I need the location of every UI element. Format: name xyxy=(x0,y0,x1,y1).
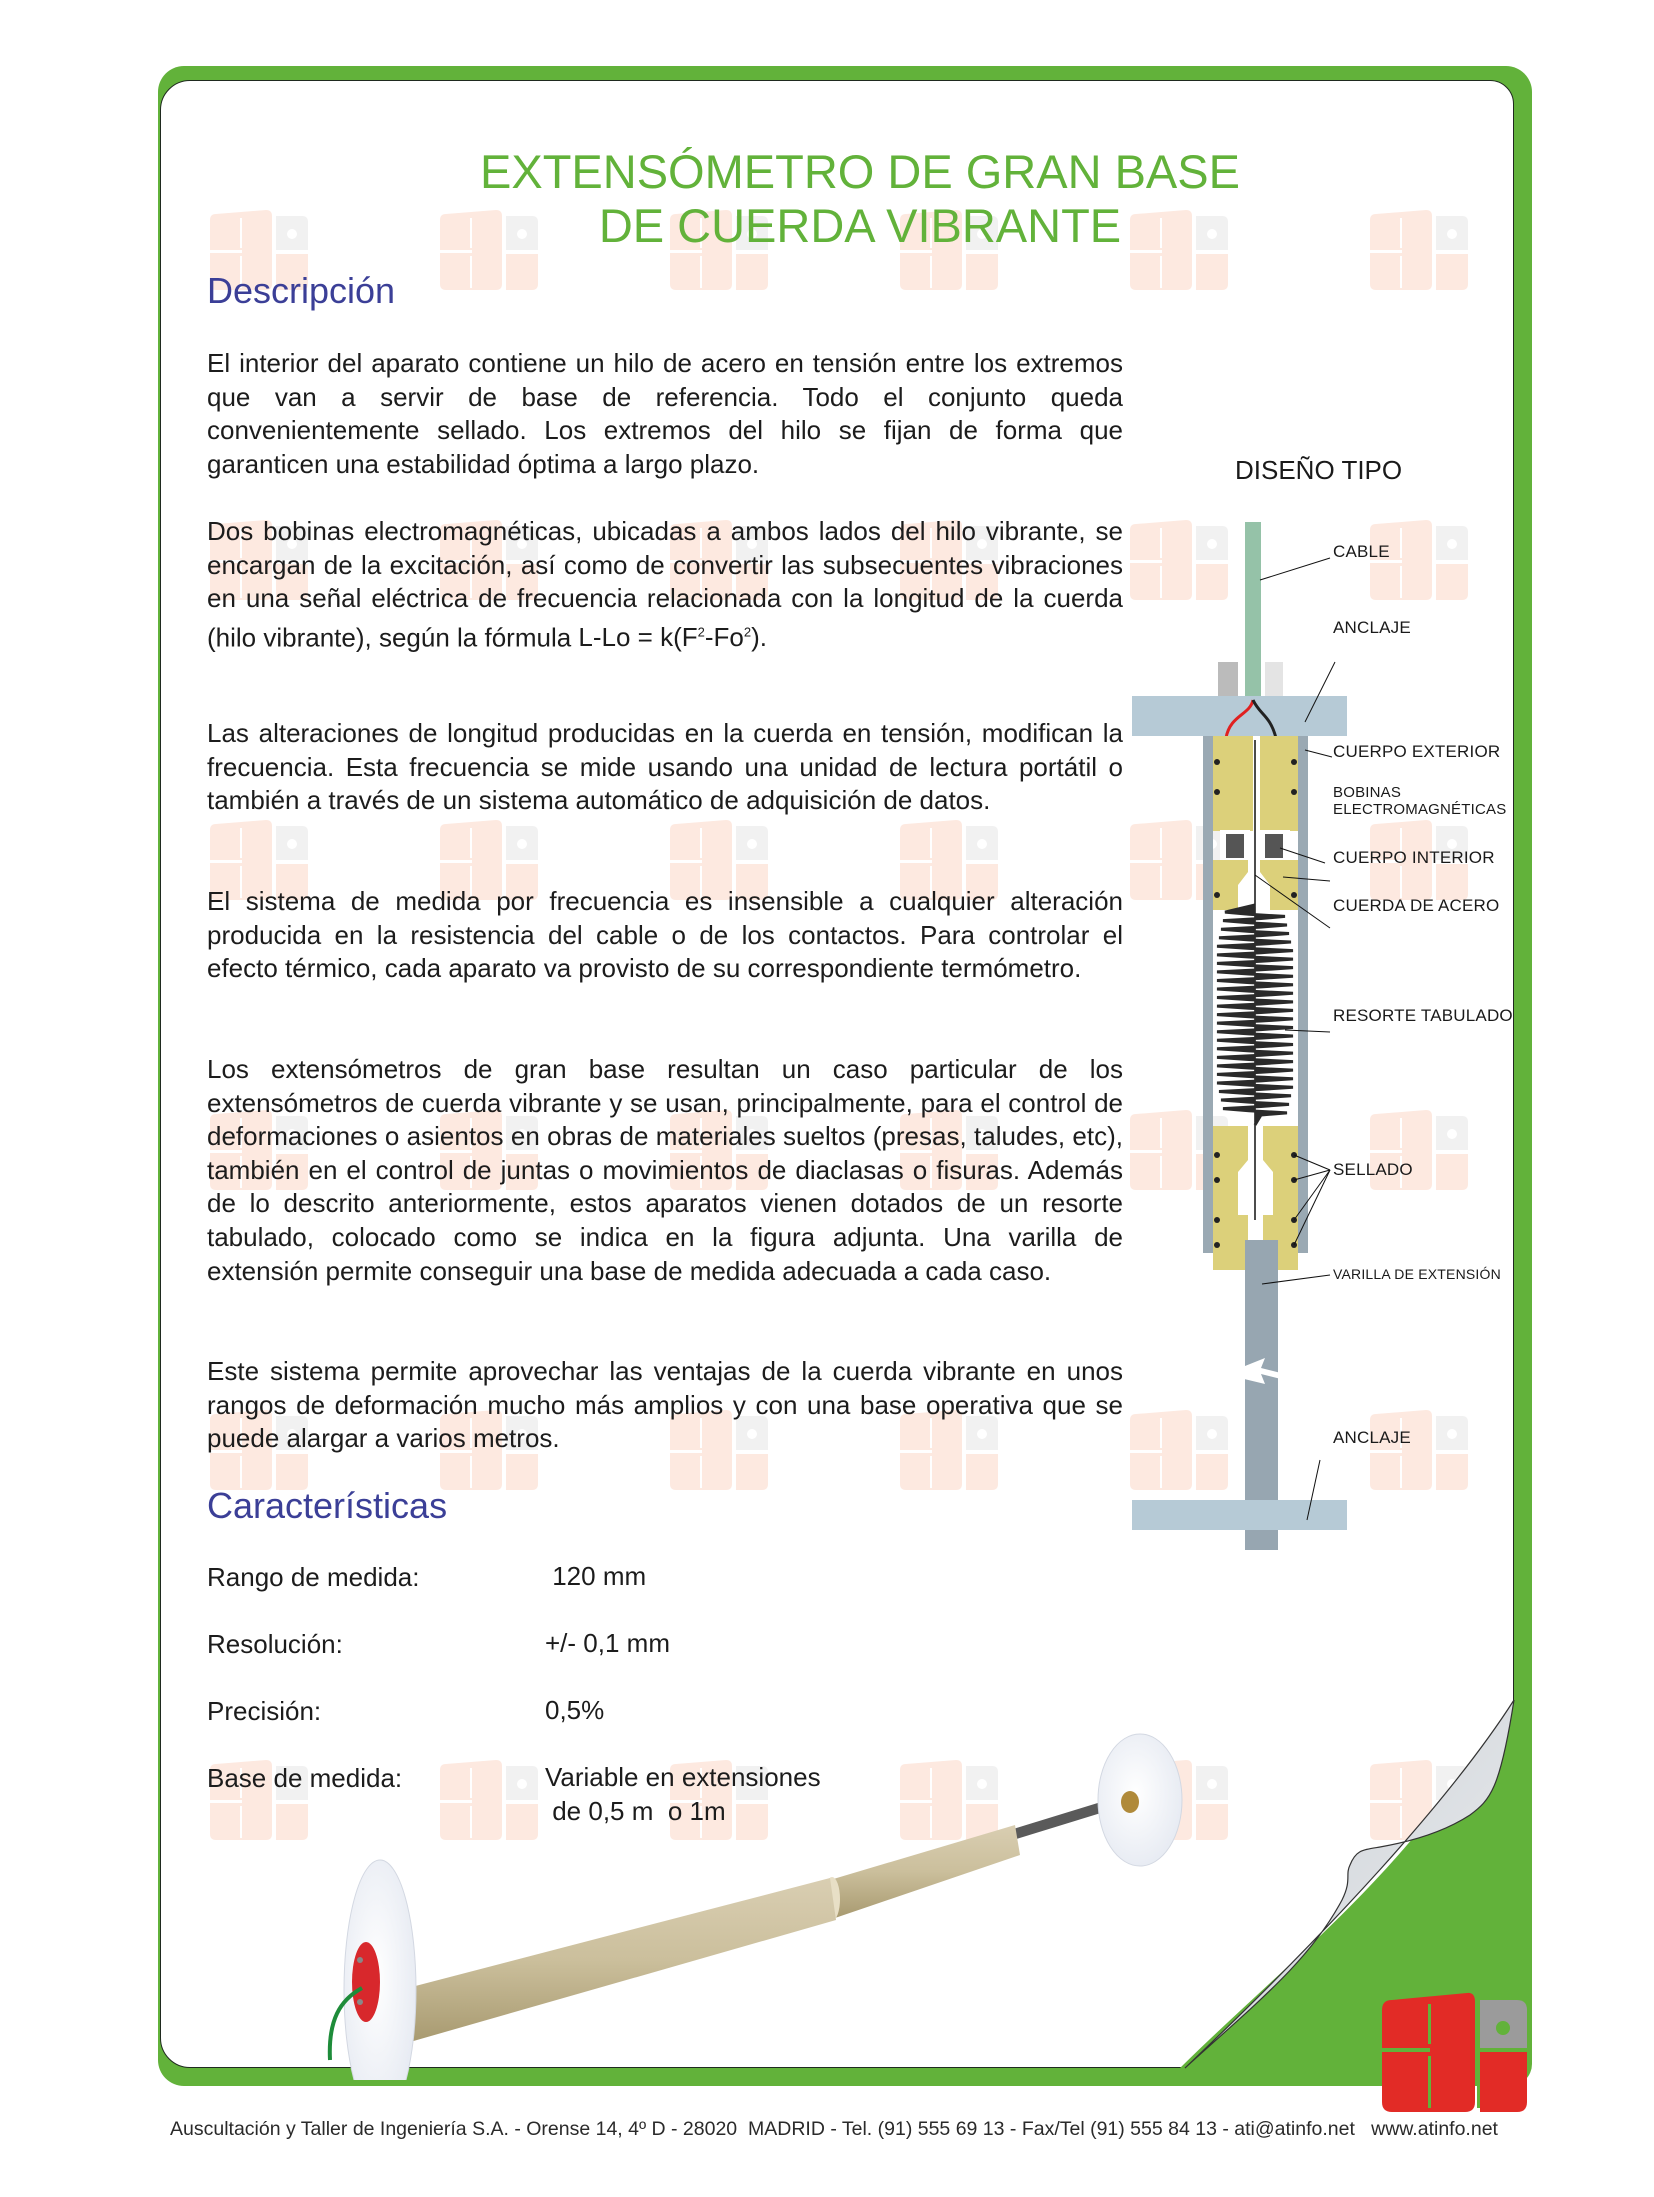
disc-right xyxy=(1098,1734,1182,1866)
spec-label-resolution: Resolución: xyxy=(207,1629,343,1659)
coil-left xyxy=(1226,834,1244,858)
label-spring: RESORTE TABULADO xyxy=(1333,1006,1513,1025)
description-paragraph-1: El interior del aparato contiene un hilo de acero en tensión entre los extremos que van a servir de base de referencia. Todo el conjunto queda convenientemente sellado. Los extremos del hilo se fijan de forma que garanticen una estabilidad óptima a largo plazo. xyxy=(207,348,1123,479)
description-paragraph-5: Los extensómetros de gran base resultan un caso particular de los extensómetros de cuerda vibrante y se usan, principalmente, para el control de deformaciones o asientos en obras de materiales sueltos (presas, taludes, etc), también en el control de juntas o movimientos de diaclasas o fisuras. Además de lo descrito anteriormente, estos aparatos vienen dotados de un resorte tabulado, colocado como se indica en la figura adjunta. Una varilla de extensión permite conseguir una base de medida adecuada a cada caso. xyxy=(207,1054,1123,1286)
label-steel-string: CUERDA DE ACERO xyxy=(1333,896,1500,915)
spec-value-range: 120 mm xyxy=(545,1561,647,1591)
label-sealing: SELLADO xyxy=(1333,1160,1413,1179)
inner-body-bottom xyxy=(1213,1126,1248,1240)
footer-contact: Auscultación y Taller de Ingeniería S.A. - Orense 14, 4º D - 28020 MADRID - Tel. (91) 555 69 13 - Fax/Tel (91) 555 84 13 - ati@atinfo.net www.atinfo.net xyxy=(170,2118,1498,2140)
tube-narrow xyxy=(830,1825,1020,1918)
label-outer-body: CUERPO EXTERIOR xyxy=(1333,742,1501,761)
design-diagram xyxy=(1120,500,1560,1560)
spec-value-precision: 0,5% xyxy=(545,1695,605,1725)
label-extension-rod: VARILLA DE EXTENSIÓN xyxy=(1333,1266,1501,1282)
company-logo-icon xyxy=(1382,1993,1527,2112)
spec-label-precision: Precisión: xyxy=(207,1696,322,1726)
title-line-1: EXTENSÓMETRO DE GRAN BASE xyxy=(480,145,1240,198)
red-flange xyxy=(352,1942,380,2022)
spec-value-resolution: +/- 0,1 mm xyxy=(545,1628,670,1658)
coil-right xyxy=(1265,834,1283,858)
description-paragraph-6: Este sistema permite aprovechar las ventajas de la cuerda vibrante en unos rangos de deformación mucho más amplios y con una base operativa que se puede alargar a varios metros. xyxy=(207,1356,1123,1454)
spring-coil xyxy=(1217,905,1293,1125)
spec-label-range: Rango de medida: xyxy=(207,1562,420,1592)
anchor-bottom xyxy=(1132,1500,1347,1530)
description-paragraph-2: Dos bobinas electromagnéticas, ubicadas a ambos lados del hilo vibrante, se encargan de la excitación, así como de convertir las subsecuentes vibraciones en una señal eléctrica de frecuencia relacionada con la longitud de la cuerda (hilo vibrante), según la fórmula $L-Lo = k(F^2-Fo^2)$. xyxy=(207,516,1123,653)
label-cable: CABLE xyxy=(1333,542,1390,561)
label-anchor-top: ANCLAJE xyxy=(1333,618,1411,637)
outer-body xyxy=(1203,736,1213,1253)
inner-body-top xyxy=(1213,736,1253,831)
cable xyxy=(1245,522,1261,697)
tabulated-spring xyxy=(1217,905,1293,1125)
title-line-2: DE CUERDA VIBRANTE xyxy=(598,199,1122,252)
spec-value-base: Variable en extensiones de 0,5 m o 1m xyxy=(545,1762,821,1826)
spec-label-base: Base de medida: xyxy=(207,1763,403,1793)
label-coils: BOBINAS ELECTROMAGNÉTICAS xyxy=(1333,784,1507,818)
label-inner-body: CUERPO INTERIOR xyxy=(1333,848,1495,867)
description-paragraph-3: Las alteraciones de longitud producidas en la cuerda en tensión, modifican la frecuencia. Esta frecuencia se mide usando una unidad de lectura portátil o también a través de un sistema automático de adquisición de datos. xyxy=(207,718,1123,816)
description-paragraph-4: El sistema de medida por frecuencia es insensible a cualquier alteración producida en la resistencia del cable o de los contactos. Para controlar el efecto térmico, cada aparato va provisto de su correspondiente termómetro. xyxy=(207,886,1123,984)
description-heading: Descripción xyxy=(207,270,396,311)
product-photo xyxy=(270,1720,1290,2080)
label-anchor-bottom: ANCLAJE xyxy=(1333,1428,1411,1447)
page-title xyxy=(360,145,1360,253)
formula: $L-Lo = k(F^2-Fo^2)$. xyxy=(571,622,767,653)
tube-main xyxy=(400,1878,836,2042)
diagram-title: DISEÑO TIPO xyxy=(1235,455,1403,485)
characteristics-heading: Características xyxy=(207,1485,448,1526)
